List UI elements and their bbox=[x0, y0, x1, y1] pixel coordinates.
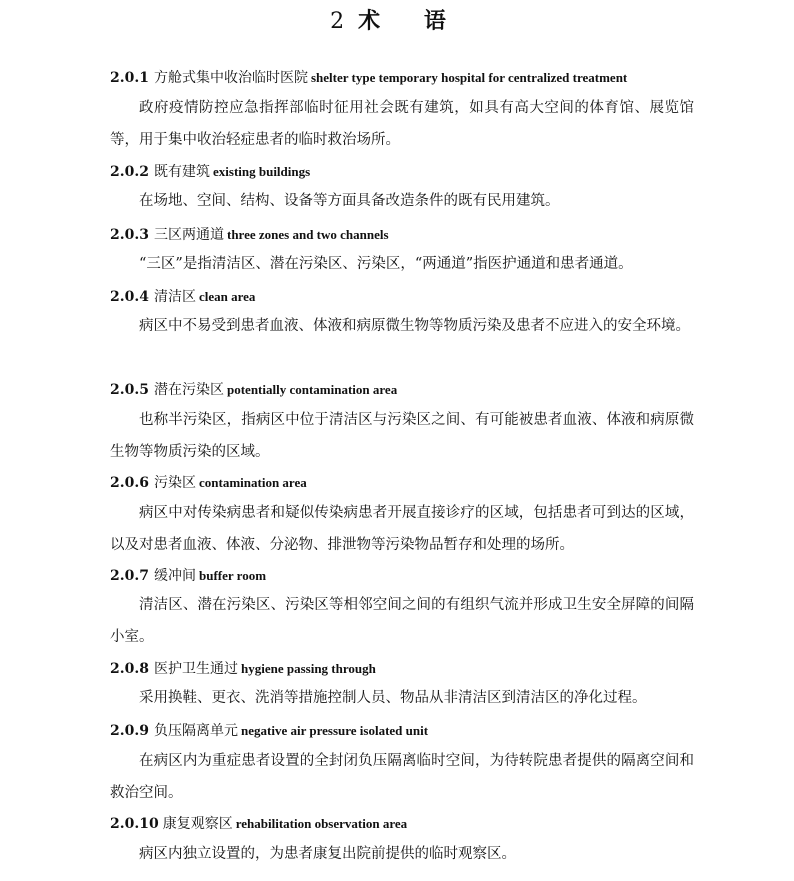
term-definition: 政府疫情防控应急指挥部临时征用社会既有建筑，如具有高大空间的体育馆、展览馆等，用于集中收治轻症患者的临时救治场所。 bbox=[110, 100, 694, 148]
term-chinese: 医护卫生通过 bbox=[154, 661, 238, 677]
term-definition: 清洁区、潜在污染区、污染区等相邻空间之间的有组织气流并形成卫生安全屏障的间隔小室。 bbox=[110, 597, 694, 645]
term-english: potentially contamination area bbox=[227, 382, 398, 397]
term-code: 2.0.4 bbox=[110, 289, 149, 305]
term-heading bbox=[110, 68, 627, 88]
term-heading bbox=[110, 473, 307, 493]
chapter-number: 2 bbox=[330, 9, 347, 34]
term-heading bbox=[110, 380, 397, 400]
term-code: 2.0.8 bbox=[110, 661, 149, 677]
term-english: buffer room bbox=[199, 568, 267, 583]
term-heading bbox=[110, 814, 407, 834]
term-chinese: 清洁区 bbox=[154, 289, 196, 305]
term-definition: 也称半污染区，指病区中位于清洁区与污染区之间、有可能被患者血液、体液和病原微生物等物质污染的区域。 bbox=[110, 412, 694, 460]
term-code: 2.0.7 bbox=[110, 568, 149, 584]
term-definition: 病区中不易受到患者血液、体液和病原微生物等物质污染及患者不应进入的安全环境。 bbox=[139, 318, 690, 334]
term-english: clean area bbox=[199, 289, 256, 304]
term-definition: 病区中对传染病患者和疑似传染病患者开展直接诊疗的区域，包括患者可到达的区域，以及对患者血液、体液、分泌物、排泄物等污染物品暂存和处理的场所。 bbox=[110, 505, 694, 553]
term-english: negative air pressure isolated unit bbox=[241, 723, 429, 738]
term-heading bbox=[110, 566, 266, 586]
term-chinese: 方舱式集中收治临时医院 bbox=[154, 70, 308, 86]
chapter-heading: 术 语 bbox=[358, 8, 464, 34]
term-english: existing buildings bbox=[213, 164, 311, 179]
term-english: three zones and two channels bbox=[227, 227, 389, 242]
term-english: rehabilitation observation area bbox=[235, 816, 408, 831]
term-heading bbox=[110, 162, 310, 182]
term-chinese: 缓冲间 bbox=[154, 568, 196, 584]
term-definition: 采用换鞋、更衣、洗消等措施控制人员、物品从非清洁区到清洁区的净化过程。 bbox=[139, 690, 647, 706]
term-english: shelter type temporary hospital for centralized treatment bbox=[311, 70, 628, 85]
term-heading bbox=[110, 659, 376, 679]
term-definition: 在场地、空间、结构、设备等方面具备改造条件的既有民用建筑。 bbox=[139, 193, 560, 209]
term-chinese: 三区两通道 bbox=[154, 227, 224, 243]
term-code: 2.0.10 bbox=[110, 816, 159, 832]
term-chinese: 康复观察区 bbox=[162, 816, 233, 832]
term-code: 2.0.5 bbox=[110, 382, 149, 398]
term-chinese: 潜在污染区 bbox=[154, 382, 224, 398]
term-definition: 在病区内为重症患者设置的全封闭负压隔离临时空间，为待转院患者提供的隔离空间和救治空间。 bbox=[110, 753, 694, 801]
term-heading bbox=[110, 721, 428, 741]
term-code: 2.0.3 bbox=[110, 227, 149, 243]
term-chinese: 负压隔离单元 bbox=[154, 723, 238, 739]
term-heading bbox=[110, 225, 389, 245]
term-heading bbox=[110, 287, 255, 307]
term-english: contamination area bbox=[199, 475, 307, 490]
term-chinese: 既有建筑 bbox=[154, 164, 210, 180]
term-code: 2.0.1 bbox=[110, 70, 149, 86]
chapter-title bbox=[0, 6, 794, 37]
term-chinese: 污染区 bbox=[154, 475, 196, 491]
term-definition: 病区内独立设置的，为患者康复出院前提供的临时观察区。 bbox=[139, 846, 516, 862]
term-code: 2.0.9 bbox=[110, 723, 149, 739]
term-code: 2.0.2 bbox=[110, 164, 149, 180]
term-english: hygiene passing through bbox=[241, 661, 376, 676]
term-code: 2.0.6 bbox=[110, 475, 149, 491]
term-definition: “三区”是指清洁区、潜在污染区、污染区，“两通道”指医护通道和患者通道。 bbox=[139, 256, 633, 272]
